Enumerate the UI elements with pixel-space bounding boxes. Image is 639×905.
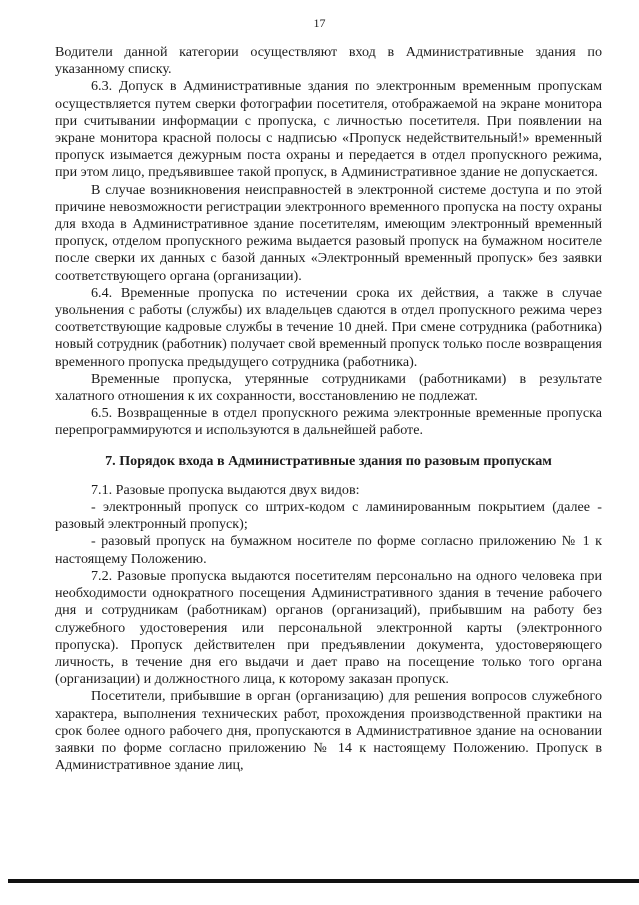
paragraph-7-2: 7.2. Разовые пропуска выдаются посетителям персонально на одного человека при необходимости однократного посещения Административного здания в течение рабочего дня и сотрудникам (работникам) органов (организаций), прибывшим на работу без служебного удостоверения или персональной электронной карты (электронного пропуска). Пропуск действителен при предъявлении документа, удостоверяющего личность, в течение дня его выдачи и дает право на посещение только того органа (организации) и должностного лица, к которому заказан пропуск.: [55, 567, 602, 688]
paragraph-7-1: 7.1. Разовые пропуска выдаются двух видов:: [91, 481, 360, 498]
paragraph-system-fault: В случае возникновения неисправностей в электронной системе доступа и по этой причине невозможности регистрации электронного временного пропуска на посту охраны для входа в Административное здание посетителям, имеющим электронный временный пропуск, отделом пропускного режима выдается разовый пропуск на бумажном носителе после сверки их данных с базой данных «Электронный временный пропуск» без заявки соответствующего органа (организации).: [55, 181, 602, 284]
paragraph-6-4: 6.4. Временные пропуска по истечении срока их действия, а также в случае увольнения с работы (службы) их владельцев сдаются в отдел пропускного режима через соответствующие кадровые службы в течение 10 дней. При смене сотрудника (работника) новый сотрудник (работник) получает свой временный пропуск только после возвращения временного пропуска предыдущего сотрудника (работника).: [55, 284, 602, 370]
list-item-electronic-pass: - электронный пропуск со штрих-кодом с ламинированным покрытием (далее - разовый электронный пропуск);: [55, 499, 602, 533]
document-body: [55, 44, 602, 774]
paragraph-visitors-long-term: Посетители, прибывшие в орган (организацию) для решения вопросов служебного характера, выполнения технических работ, прохождения производственной практики на срок более одного рабочего дня, пропускаются в Административное здание на основании заявки по форме согласно приложению № 14 к настоящему Положению. Пропуск в Административное здание лиц,: [55, 688, 602, 774]
page-bottom-rule: [8, 879, 639, 883]
paragraph-lost-passes: Временные пропуска, утерянные сотрудниками (работниками) в результате халатного отношения к их сохранности, восстановлению не подлежат.: [55, 370, 602, 405]
section-heading-7: 7. Порядок входа в Административные здания по разовым пропускам: [105, 452, 552, 469]
list-item-paper-pass: - разовый пропуск на бумажном носителе по форме согласно приложению № 1 к настоящему Положению.: [55, 533, 602, 567]
paragraph-6-5: 6.5. Возвращенные в отдел пропускного режима электронные временные пропуска перепрограммируются и используются в дальнейшей работе.: [55, 405, 602, 439]
paragraph-drivers-list: Водители данной категории осуществляют вход в Административные здания по указанному списку.: [55, 44, 602, 78]
paragraph-6-3: 6.3. Допуск в Административные здания по электронным временным пропускам осуществляется путем сверки фотографии посетителя, отображаемой на экране монитора при считывании информации с пропуска, с личностью посетителя. При появлении на экране монитора красной полосы с надписью «Пропуск недействительный!» временный пропуск изымается дежурным поста охраны и передается в отдел пропускного режима, при этом лицо, предъявившее такой пропуск, в Административное здание не допускается.: [55, 78, 602, 181]
page-number: 17: [313, 16, 326, 30]
